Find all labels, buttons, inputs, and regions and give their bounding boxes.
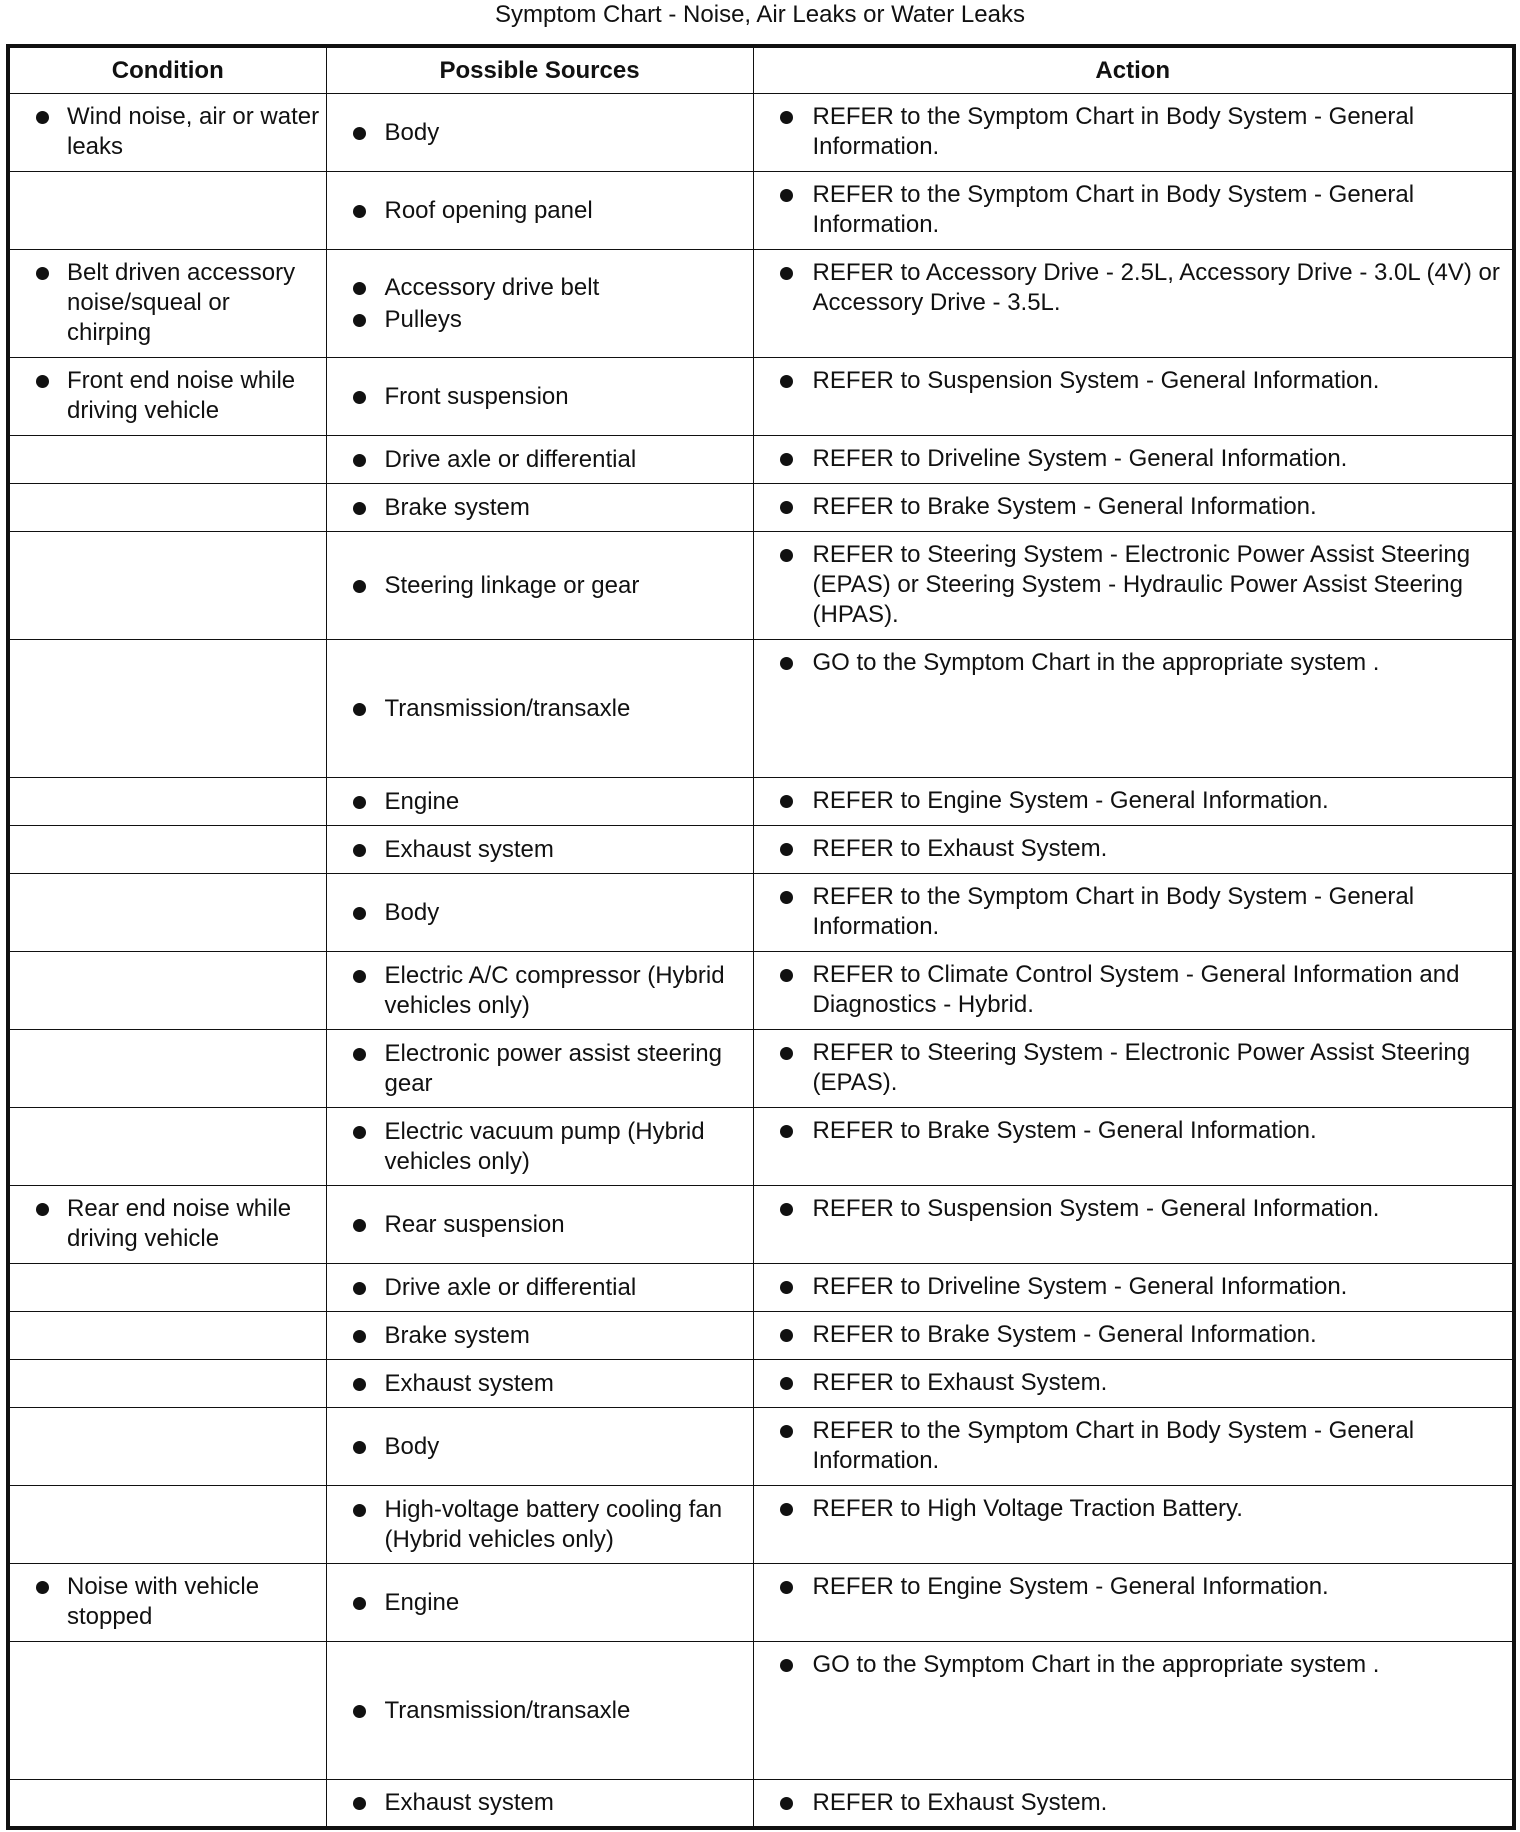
action-text: REFER to Brake System - General Information. [754,1116,1507,1146]
table-row [8,874,1514,952]
action-cell [753,1264,1514,1312]
action-text: GO to the Symptom Chart in the appropriate system . [754,1650,1507,1680]
page-title: Symptom Chart - Noise, Air Leaks or Water Leaks [495,1,1025,28]
table-row [8,1312,1514,1360]
table-row [8,1186,1514,1264]
source-item: Engine [327,787,747,817]
table-row [8,1360,1514,1408]
source-item: Drive axle or differential [327,1273,747,1303]
header-possible-sources: Possible Sources [326,46,753,94]
condition-text: Belt driven accessory noise/squeal or chirping [10,258,320,348]
condition-cell [8,826,326,874]
action-text: REFER to Steering System - Electronic Power Assist Steering (EPAS) or Steering System - Hydraulic Power Assist Steering (HPAS). [754,540,1507,630]
action-text: REFER to Brake System - General Information. [754,1320,1507,1350]
condition-cell [8,1780,326,1828]
action-text: REFER to Brake System - General Information. [754,492,1507,522]
condition-text: Wind noise, air or water leaks [10,102,320,162]
action-cell [753,250,1514,358]
possible-sources-cell [326,358,753,436]
condition-cell [8,484,326,532]
action-cell [753,1642,1514,1780]
action-cell [753,358,1514,436]
source-item: Roof opening panel [327,196,747,226]
condition-cell [8,1642,326,1780]
possible-sources-cell [326,1486,753,1564]
possible-sources-cell [326,436,753,484]
action-cell [753,532,1514,640]
table-row [8,1780,1514,1828]
table-row [8,640,1514,778]
action-text: REFER to the Symptom Chart in Body System - General Information. [754,102,1507,162]
action-text: REFER to High Voltage Traction Battery. [754,1494,1507,1524]
possible-sources-cell [326,640,753,778]
action-cell [753,172,1514,250]
action-cell [753,1312,1514,1360]
condition-cell [8,640,326,778]
source-item: Transmission/transaxle [327,694,747,724]
possible-sources-cell [326,172,753,250]
table-row [8,778,1514,826]
table-row [8,1408,1514,1486]
source-item: Drive axle or differential [327,445,747,475]
action-text: REFER to Climate Control System - General Information and Diagnostics - Hybrid. [754,960,1507,1020]
action-cell [753,1030,1514,1108]
source-item: Accessory drive belt [327,273,747,303]
source-item: High-voltage battery cooling fan (Hybrid vehicles only) [327,1495,747,1555]
table-row [8,532,1514,640]
condition-cell [8,1264,326,1312]
action-text: REFER to Suspension System - General Information. [754,1194,1507,1224]
table-row [8,1486,1514,1564]
action-cell [753,874,1514,952]
condition-cell [8,1408,326,1486]
condition-text: Rear end noise while driving vehicle [10,1194,320,1254]
condition-cell [8,250,326,358]
header-condition: Condition [8,46,326,94]
condition-cell [8,358,326,436]
source-item: Body [327,1432,747,1462]
table-row [8,358,1514,436]
condition-cell [8,1486,326,1564]
action-cell [753,640,1514,778]
source-item: Steering linkage or gear [327,571,747,601]
source-item: Front suspension [327,382,747,412]
possible-sources-cell [326,1312,753,1360]
action-cell [753,436,1514,484]
table-row [8,1030,1514,1108]
action-cell [753,1360,1514,1408]
action-text: REFER to Steering System - Electronic Power Assist Steering (EPAS). [754,1038,1507,1098]
possible-sources-cell [326,1360,753,1408]
condition-cell [8,1108,326,1186]
symptom-chart-table [6,44,1516,1830]
possible-sources-cell [326,1564,753,1642]
table-row [8,94,1514,172]
table-row [8,484,1514,532]
source-item: Pulleys [327,305,747,335]
action-cell [753,826,1514,874]
condition-cell [8,1312,326,1360]
condition-cell [8,1030,326,1108]
source-item: Engine [327,1588,747,1618]
possible-sources-cell [326,94,753,172]
possible-sources-cell [326,484,753,532]
table-row [8,1108,1514,1186]
table-row [8,250,1514,358]
possible-sources-cell [326,250,753,358]
action-text: GO to the Symptom Chart in the appropriate system . [754,648,1507,678]
source-item: Body [327,118,747,148]
action-cell [753,1780,1514,1828]
table-row [8,1264,1514,1312]
table-row [8,952,1514,1030]
possible-sources-cell [326,1108,753,1186]
source-item: Electric vacuum pump (Hybrid vehicles only) [327,1117,747,1177]
table-row [8,1564,1514,1642]
action-text: REFER to Exhaust System. [754,1788,1507,1818]
possible-sources-cell [326,952,753,1030]
action-cell [753,778,1514,826]
source-item: Rear suspension [327,1210,747,1240]
condition-text: Noise with vehicle stopped [10,1572,320,1632]
action-text: REFER to Exhaust System. [754,1368,1507,1398]
table-row [8,172,1514,250]
condition-cell [8,1186,326,1264]
possible-sources-cell [326,1186,753,1264]
action-text: REFER to the Symptom Chart in Body System - General Information. [754,882,1507,942]
action-text: REFER to Driveline System - General Information. [754,1272,1507,1302]
table-row [8,826,1514,874]
possible-sources-cell [326,1780,753,1828]
condition-cell [8,874,326,952]
possible-sources-cell [326,532,753,640]
possible-sources-cell [326,1642,753,1780]
source-item: Transmission/transaxle [327,1696,747,1726]
table-row [8,1642,1514,1780]
possible-sources-cell [326,1030,753,1108]
action-text: REFER to Accessory Drive - 2.5L, Accessory Drive - 3.0L (4V) or Accessory Drive - 3.5L. [754,258,1507,318]
chart-body [8,94,1514,1828]
action-text: REFER to the Symptom Chart in Body System - General Information. [754,180,1507,240]
action-text: REFER to the Symptom Chart in Body System - General Information. [754,1416,1507,1476]
source-item: Body [327,898,747,928]
action-cell [753,952,1514,1030]
source-item: Brake system [327,1321,747,1351]
condition-text: Front end noise while driving vehicle [10,366,320,426]
possible-sources-cell [326,1264,753,1312]
action-cell [753,1108,1514,1186]
source-item: Exhaust system [327,1788,747,1818]
condition-cell [8,532,326,640]
action-cell [753,484,1514,532]
action-text: REFER to Driveline System - General Information. [754,444,1507,474]
source-item: Brake system [327,493,747,523]
action-cell [753,1486,1514,1564]
action-cell [753,1564,1514,1642]
condition-cell [8,952,326,1030]
header-action: Action [753,46,1514,94]
possible-sources-cell [326,826,753,874]
source-item: Electronic power assist steering gear [327,1039,747,1099]
action-text: REFER to Suspension System - General Information. [754,366,1507,396]
action-text: REFER to Exhaust System. [754,834,1507,864]
condition-cell [8,1564,326,1642]
table-row [8,436,1514,484]
action-cell [753,1408,1514,1486]
action-text: REFER to Engine System - General Information. [754,1572,1507,1602]
condition-cell [8,1360,326,1408]
condition-cell [8,436,326,484]
condition-cell [8,94,326,172]
condition-cell [8,778,326,826]
source-item: Exhaust system [327,1369,747,1399]
action-cell [753,94,1514,172]
header-row [8,46,1514,94]
source-item: Electric A/C compressor (Hybrid vehicles only) [327,961,747,1021]
source-item: Exhaust system [327,835,747,865]
condition-cell [8,172,326,250]
possible-sources-cell [326,874,753,952]
possible-sources-cell [326,1408,753,1486]
possible-sources-cell [326,778,753,826]
action-cell [753,1186,1514,1264]
action-text: REFER to Engine System - General Information. [754,786,1507,816]
